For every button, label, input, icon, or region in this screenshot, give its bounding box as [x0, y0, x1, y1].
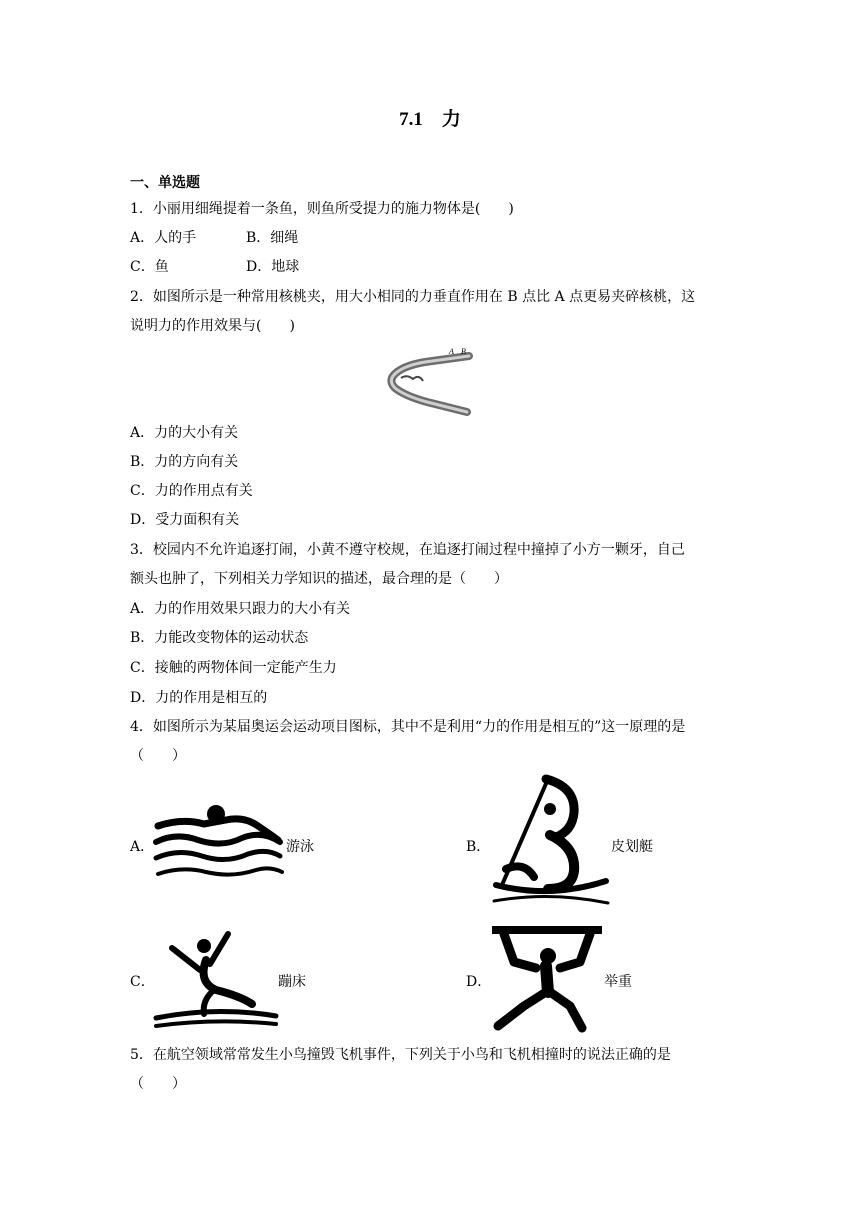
q4-option-b-caption: 皮划艇 — [611, 839, 653, 855]
q4-option-a-caption: 游泳 — [286, 839, 314, 855]
q3-option-b: B．力能改变物体的运动状态 — [130, 630, 309, 646]
q1-option-d: D．地球 — [246, 259, 300, 275]
q2-option-b: B．力的方向有关 — [130, 454, 239, 470]
q4-option-d-letter: D． — [466, 974, 492, 990]
q2-option-d: D．受力面积有关 — [130, 512, 240, 528]
q4-option-c-letter: C． — [130, 974, 155, 990]
point-a-label: A — [449, 347, 454, 356]
q4-option-d-caption: 举重 — [604, 974, 632, 990]
q2-stem-line1: 2．如图所示是一种常用核桃夹，用大小相同的力垂直作用在 B 点比 A 点更易夹碎核桃，这 — [130, 289, 696, 305]
point-b-label: B — [461, 347, 466, 356]
q2-option-a: A．力的大小有关 — [130, 425, 239, 441]
canoe-icon — [490, 773, 612, 913]
q3-stem-line1: 3．校园内不允许追逐打闹，小黄不遵守校规，在追逐打闹过程中撞掉了小方一颗牙，自己 — [130, 542, 685, 558]
q1-stem: 1．小丽用细绳提着一条鱼，则鱼所受提力的施力物体是( ) — [130, 201, 514, 217]
q4-stem-line1: 4．如图所示为某届奥运会运动项目图标，其中不是利用“力的作用是相互的”这一原理的是 — [130, 719, 686, 735]
section-heading: 一、单选题 — [130, 175, 200, 191]
q5-stem-line2: （ ） — [130, 1076, 186, 1092]
q3-option-a: A．力的作用效果只跟力的大小有关 — [130, 601, 351, 617]
q3-option-d: D．力的作用是相互的 — [130, 690, 268, 706]
q4-stem-line2: （ ） — [130, 748, 186, 764]
q4-option-a-letter: A． — [130, 839, 155, 855]
q4-option-c-caption: 蹦床 — [278, 974, 306, 990]
nutcracker-figure — [383, 344, 475, 416]
q4-option-b-letter: B． — [466, 839, 491, 855]
q2-option-c: C．力的作用点有关 — [130, 483, 253, 499]
q1-option-b: B．细绳 — [246, 230, 299, 246]
q1-option-c: C．鱼 — [130, 259, 169, 275]
q1-option-a: A．人的手 — [130, 230, 197, 246]
swimming-icon — [152, 802, 284, 884]
trampoline-icon — [152, 930, 280, 1030]
q3-option-c: C．接触的两物体间一定能产生力 — [130, 660, 337, 676]
q2-stem-line2: 说明力的作用效果与( ) — [130, 318, 295, 334]
weightlifting-icon — [490, 922, 604, 1034]
q5-stem-line1: 5．在航空领域常常发生小鸟撞毁飞机事件，下列关于小鸟和飞机相撞时的说法正确的是 — [130, 1047, 671, 1063]
q3-stem-line2: 额头也肿了，下列相关力学知识的描述，最合理的是（ ） — [130, 571, 508, 587]
page-title: 7.1 力 — [399, 109, 461, 130]
